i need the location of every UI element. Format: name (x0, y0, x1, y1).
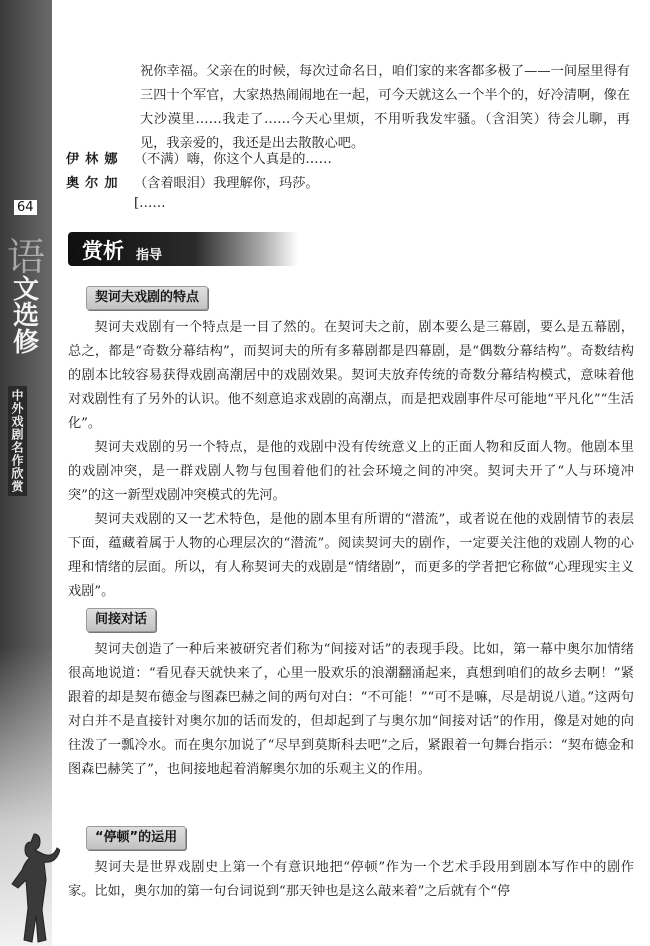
series-char: 选 (12, 301, 39, 332)
series-title (4, 235, 48, 358)
dialog-text: （不满）嗨，你这个人真是的…… (134, 152, 332, 167)
series-char: 文 (12, 274, 39, 305)
page-number: 64 (14, 200, 37, 215)
sculpture-figure-illustration (4, 828, 60, 946)
body-paragraph: 契诃夫戏剧有一个特点是一目了然的。在契诃夫之前，剧本要么是三幕剧，要么是五幕剧，总之，都是“奇数分幕结构”，而契诃夫的所有多幕剧都是四幕剧，是“偶数分幕结构”。奇数结构的剧本比较容易获得戏剧高潮居中的戏剧效果。契诃夫放弃传统的奇数分幕结构模式，意味着他对戏剧性有了另外的认识。他不刻意追求戏剧的高潮点，而是把戏剧事件尽可能地“平凡化”“生活化”。 (68, 320, 634, 431)
body-paragraph: 契诃夫戏剧的又一艺术特色，是他的剧本里有所谓的“潜流”，或者说在他的戏剧情节的表层下面，蕴藏着属于人物的心理层次的“潜流”。阅读契诃夫的剧作，一定要关注他的戏剧人物的心理和情绪的层面。所以，有人称契诃夫的戏剧是“情绪剧”，而更多的学者把它称做“心理现实主义戏剧”。 (68, 512, 634, 599)
dialog-text: （含着眼泪）我理解你，玛莎。 (134, 176, 319, 191)
speaker-name: 伊林娜 (66, 152, 124, 167)
series-char: 修 (12, 327, 39, 358)
section-heading: 契诃夫戏剧的特点 (86, 286, 208, 310)
appreciation-guide-banner (68, 232, 298, 266)
banner-sub-text: 指导 (136, 248, 163, 263)
dialog-continuation: 祝你幸福。父亲在的时候，每次过命名日，咱们家的来客都多极了——一间屋里得有三四十个军官，大家热热闹闹地在一起，可今天就这么一个半个的，好冷清啊，像在大沙漠里……我走了……今天心里烦，不用听我发牢骚。（含泪笑）待会儿聊，再见，我亲爱的，我还是出去散散心吧。 (140, 64, 630, 151)
book-title-vertical: 中外戏剧名作欣赏 (8, 386, 27, 496)
banner-main-text: 赏析 (82, 239, 124, 263)
dialog-ellipsis: […… (134, 196, 166, 211)
body-paragraph: 契诃夫是世界戏剧史上第一个有意识地把“停顿”作为一个艺术手段用到剧本写作中的剧作家。比如，奥尔加的第一句台词说到“那天钟也是这么敲来着”之后就有个“停 (68, 860, 634, 899)
body-paragraph: 契诃夫创造了一种后来被研究者们称为“间接对话”的表现手段。比如，第一幕中奥尔加情绪很高地说道：“看见春天就快来了，心里一股欢乐的浪潮翻涌起来，真想到咱们的故乡去啊！”紧跟着的却是契布德金与图森巴赫之间的两句对白：“不可能！”“可不是嘛，尽是胡说八道。”这两句对白并不是直接针对奥尔加的话而发的，但却起到了与奥尔加“间接对话”的作用，像是对她的向往泼了一瓢冷水。而在奥尔加说了“尽早到莫斯科去吧”之后，紧跟着一句舞台指示：“契布德金和图森巴赫笑了”，也间接地起着消解奥尔加的乐观主义的作用。 (68, 642, 634, 777)
series-char: 语 (6, 235, 45, 279)
section-heading: 间接对话 (86, 608, 156, 632)
speaker-name: 奥尔加 (66, 176, 124, 191)
body-paragraph: 契诃夫戏剧的另一个特点，是他的戏剧中没有传统意义上的正面人物和反面人物。他剧本里的戏剧冲突，是一群戏剧人物与包围着他们的社会环境之间的冲突。契诃夫开了“人与环境冲突”的这一新型戏剧冲突模式的先河。 (68, 440, 634, 503)
section-heading: “停顿”的运用 (86, 826, 186, 850)
